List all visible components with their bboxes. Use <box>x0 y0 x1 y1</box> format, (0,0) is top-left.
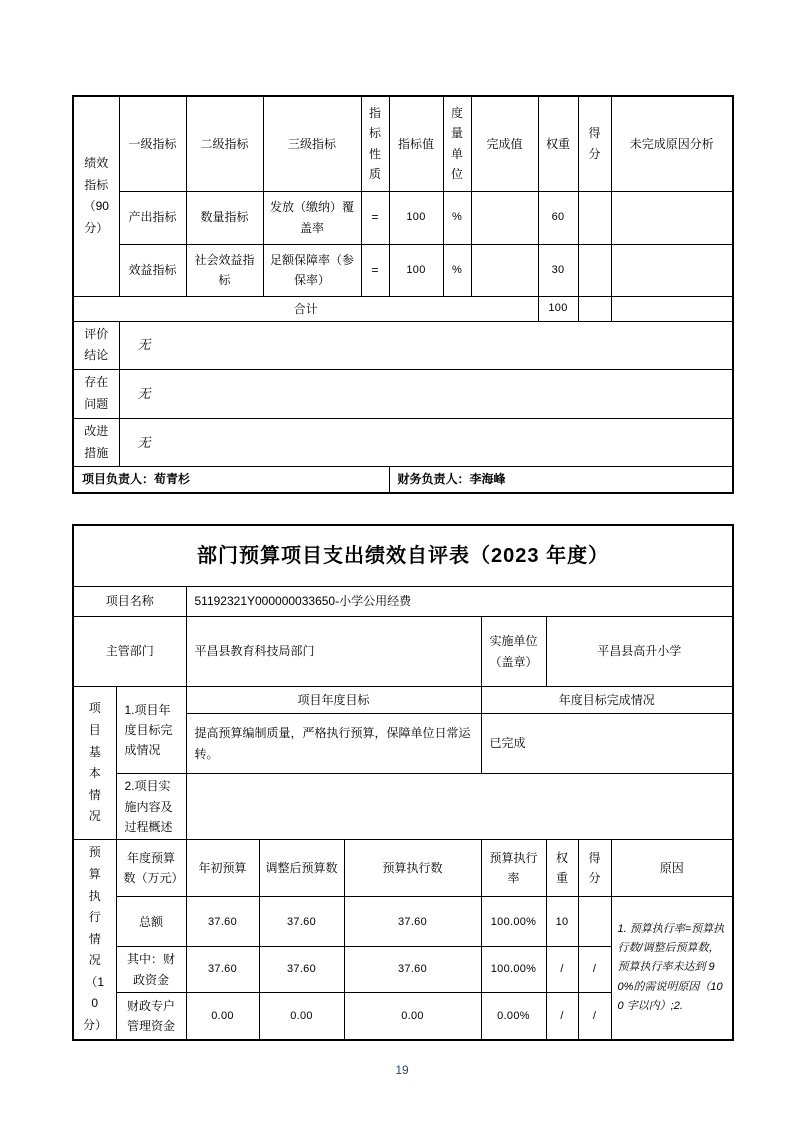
total-weight-cell: 100 <box>538 296 578 321</box>
existing-problems-label: 存在问题 <box>73 370 119 419</box>
department-row <box>73 617 733 687</box>
executed-budget-header: 预算执行数 <box>344 840 481 897</box>
total-score-cell <box>578 296 611 321</box>
score-cell <box>578 191 611 244</box>
basic-info-header-row <box>73 687 733 714</box>
performance-section-label: 绩效指标（90分） <box>73 96 119 296</box>
total-label: 合计 <box>73 296 538 321</box>
budget-category-cell: 总额 <box>116 897 186 947</box>
department-value: 平昌县教育科技局部门 <box>186 617 481 687</box>
header-target-value: 指标值 <box>389 96 443 191</box>
adjusted-budget-cell: 37.60 <box>259 897 344 947</box>
level1-cell: 效益指标 <box>119 244 186 296</box>
self-evaluation-table <box>72 524 734 1041</box>
budget-score-header: 得分 <box>578 840 611 897</box>
improvement-measures-row <box>73 419 733 467</box>
page-number: 19 <box>395 1062 409 1077</box>
header-unit: 度量单位 <box>443 96 471 191</box>
implementing-unit-label: 实施单位（盖章） <box>481 617 546 687</box>
annual-goal-text: 提高预算编制质量，严格执行预算，保障单位日常运转。 <box>186 714 481 774</box>
implementation-label: 2.项目实施内容及过程概述 <box>116 774 186 840</box>
existing-problems-row <box>73 370 733 419</box>
table-title: 部门预算项目支出绩效自评表（2023 年度） <box>73 525 733 587</box>
level2-cell: 社会效益指标 <box>186 244 263 296</box>
unit-cell: % <box>443 191 471 244</box>
header-uncompleted-reason: 未完成原因分析 <box>611 96 733 191</box>
execution-rate-cell: 100.00% <box>481 897 546 947</box>
initial-budget-cell: 0.00 <box>186 993 259 1040</box>
budget-category-cell: 其中：财政资金 <box>116 947 186 993</box>
completed-value-cell <box>471 191 538 244</box>
implementing-unit-value: 平昌县高升小学 <box>546 617 733 687</box>
budget-header-row <box>73 840 733 897</box>
nature-cell: = <box>361 191 389 244</box>
improvement-measures-value: 无 <box>119 419 733 467</box>
adjusted-budget-header: 调整后预算数 <box>259 840 344 897</box>
implementation-row <box>73 774 733 840</box>
implementation-text <box>186 774 733 840</box>
table-gap <box>72 494 732 524</box>
header-weight: 权重 <box>538 96 578 191</box>
evaluation-conclusion-row <box>73 321 733 369</box>
reason-cell <box>611 244 733 296</box>
indicator-row <box>73 191 733 244</box>
budget-weight-cell: / <box>546 993 578 1040</box>
indicator-header-row <box>73 96 733 191</box>
annual-goal-header: 项目年度目标 <box>186 687 481 714</box>
executed-budget-cell: 37.60 <box>344 897 481 947</box>
finance-lead-cell: 财务负责人：李海峰 <box>389 467 733 493</box>
weight-cell: 60 <box>538 191 578 244</box>
budget-total-row <box>73 897 733 947</box>
project-name-label: 项目名称 <box>73 587 186 617</box>
table-title-row <box>73 525 733 587</box>
budget-weight-cell: / <box>546 947 578 993</box>
executed-budget-cell: 0.00 <box>344 993 481 1040</box>
level1-cell: 产出指标 <box>119 191 186 244</box>
budget-reason-note: 1. 预算执行率=预算执行数/调整后预算数，预算执行率未达到 90%的需说明原因（100 字以内）;2. <box>611 897 733 1040</box>
indicator-row <box>73 244 733 296</box>
executed-budget-cell: 37.60 <box>344 947 481 993</box>
budget-weight-cell: 10 <box>546 897 578 947</box>
basic-info-section-label: 项目基本情况 <box>73 687 116 840</box>
budget-section-label: 预算执行情况（10分） <box>73 840 116 1040</box>
header-completed-value: 完成值 <box>471 96 538 191</box>
budget-reason-header: 原因 <box>611 840 733 897</box>
annual-goal-label: 1.项目年度目标完成情况 <box>116 687 186 774</box>
total-row <box>73 296 733 321</box>
score-cell <box>578 244 611 296</box>
header-level2: 二级指标 <box>186 96 263 191</box>
budget-weight-header: 权重 <box>546 840 578 897</box>
target-value-cell: 100 <box>389 191 443 244</box>
level3-cell: 发放（缴纳）覆盖率 <box>263 191 361 244</box>
header-level3: 三级指标 <box>263 96 361 191</box>
header-level1: 一级指标 <box>119 96 186 191</box>
budget-category-cell: 财政专户管理资金 <box>116 993 186 1040</box>
adjusted-budget-cell: 37.60 <box>259 947 344 993</box>
completed-value-cell <box>471 244 538 296</box>
target-value-cell: 100 <box>389 244 443 296</box>
performance-indicator-table <box>72 95 734 494</box>
existing-problems-value: 无 <box>119 370 733 419</box>
total-reason-cell <box>611 296 733 321</box>
execution-rate-header: 预算执行率 <box>481 840 546 897</box>
goal-status-header: 年度目标完成情况 <box>481 687 733 714</box>
reason-cell <box>611 191 733 244</box>
execution-rate-cell: 100.00% <box>481 947 546 993</box>
execution-rate-cell: 0.00% <box>481 993 546 1040</box>
header-nature: 指标性质 <box>361 96 389 191</box>
initial-budget-cell: 37.60 <box>186 947 259 993</box>
project-lead-cell: 项目负责人：荀青杉 <box>73 467 389 493</box>
department-label: 主管部门 <box>73 617 186 687</box>
header-score: 得分 <box>578 96 611 191</box>
nature-cell: = <box>361 244 389 296</box>
weight-cell: 30 <box>538 244 578 296</box>
adjusted-budget-cell: 0.00 <box>259 993 344 1040</box>
goal-status-text: 已完成 <box>481 714 733 774</box>
improvement-measures-label: 改进措施 <box>73 419 119 467</box>
budget-score-cell: / <box>578 947 611 993</box>
budget-score-cell: / <box>578 993 611 1040</box>
level3-cell: 足额保障率（参保率） <box>263 244 361 296</box>
unit-cell: % <box>443 244 471 296</box>
budget-score-cell <box>578 897 611 947</box>
initial-budget-header: 年初预算 <box>186 840 259 897</box>
project-name-row <box>73 587 733 617</box>
initial-budget-cell: 37.60 <box>186 897 259 947</box>
evaluation-conclusion-label: 评价结论 <box>73 321 119 369</box>
project-name-value: 51192321Y000000033650-小学公用经费 <box>186 587 733 617</box>
budget-category-header: 年度预算数（万元） <box>116 840 186 897</box>
responsible-person-row <box>73 467 733 493</box>
evaluation-conclusion-value: 无 <box>119 321 733 369</box>
level2-cell: 数量指标 <box>186 191 263 244</box>
